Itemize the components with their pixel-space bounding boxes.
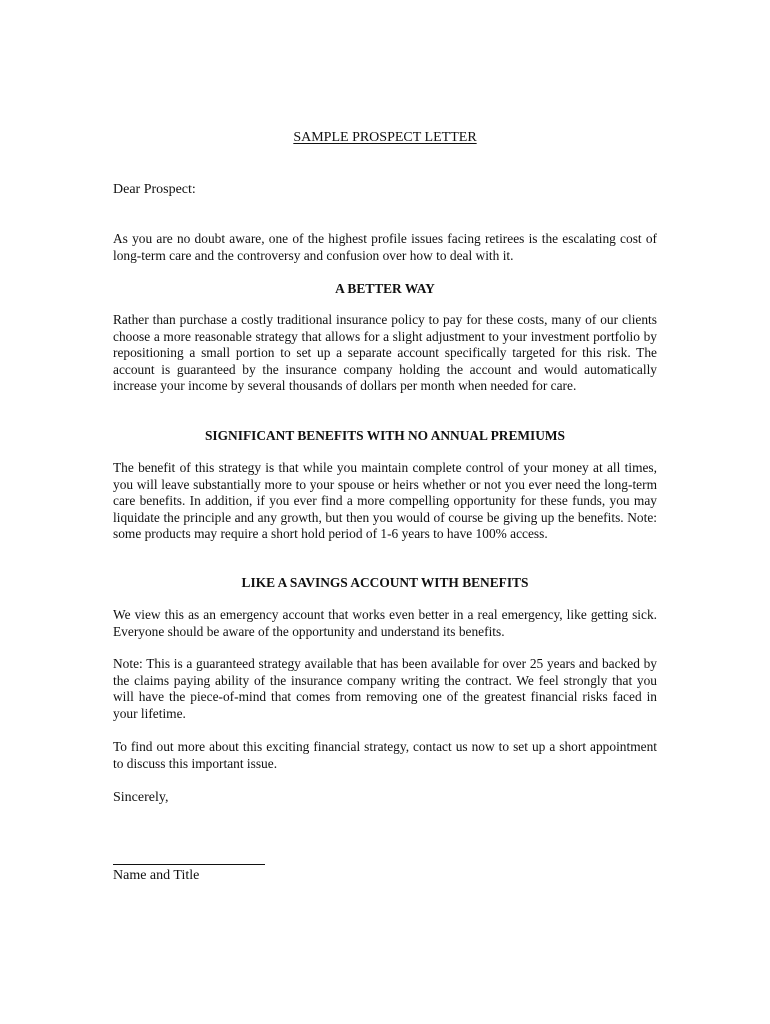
- heading-benefits: SIGNIFICANT BENEFITS WITH NO ANNUAL PREMIUMS: [204, 428, 565, 443]
- better-way-paragraph: Rather than purchase a costly traditional insurance policy to pay for these costs, many of our clients choose a more reasonable strategy that allows for a slight adjustment to your investment portfolio by repositioning a small portion to set up a separate account specifically targeted for this risk. The account is guaranteed by the insurance company holding the account and would automatically increase your income by several thousands of dollars per month when needed for care.: [113, 312, 657, 394]
- find-out-paragraph: To find out more about this exciting financial strategy, contact us now to set up a short appointment to discuss this important issue.: [113, 739, 657, 771]
- savings-paragraph: We view this as an emergency account that works even better in a real emergency, like getting sick. Everyone should be aware of the opportunity and understand its benefits.: [113, 607, 657, 639]
- closing: Sincerely,: [113, 790, 169, 805]
- salutation: Dear Prospect:: [113, 182, 196, 197]
- signature-label: Name and Title: [113, 868, 200, 883]
- letter-title-text: SAMPLE PROSPECT LETTER: [293, 130, 477, 145]
- heading-savings: LIKE A SAVINGS ACCOUNT WITH BENEFITS: [241, 575, 529, 590]
- heading-better-way: A BETTER WAY: [335, 281, 435, 296]
- signature-line: [113, 864, 265, 865]
- note-paragraph: Note: This is a guaranteed strategy available that has been available for over 25 years and backed by the claims paying ability of the insurance company writing the contract. We feel strongly that you will have the piece-of-mind that comes from removing one of the greatest financial risks faced in your lifetime.: [113, 656, 657, 721]
- intro-paragraph: As you are no doubt aware, one of the highest profile issues facing retirees is the escalating cost of long-term care and the controversy and confusion over how to deal with it.: [113, 231, 657, 263]
- benefits-paragraph: The benefit of this strategy is that while you maintain complete control of your money at all times, you will leave substantially more to your spouse or heirs whether or not you ever need the long-term care benefits. In addition, if you ever find a more compelling opportunity for these funds, you may liquidate the principle and any growth, but then you would of course be giving up the benefits. Note: some products may require a short hold period of 1-6 years to have 100% access.: [113, 460, 657, 542]
- letter-title: [113, 129, 657, 147]
